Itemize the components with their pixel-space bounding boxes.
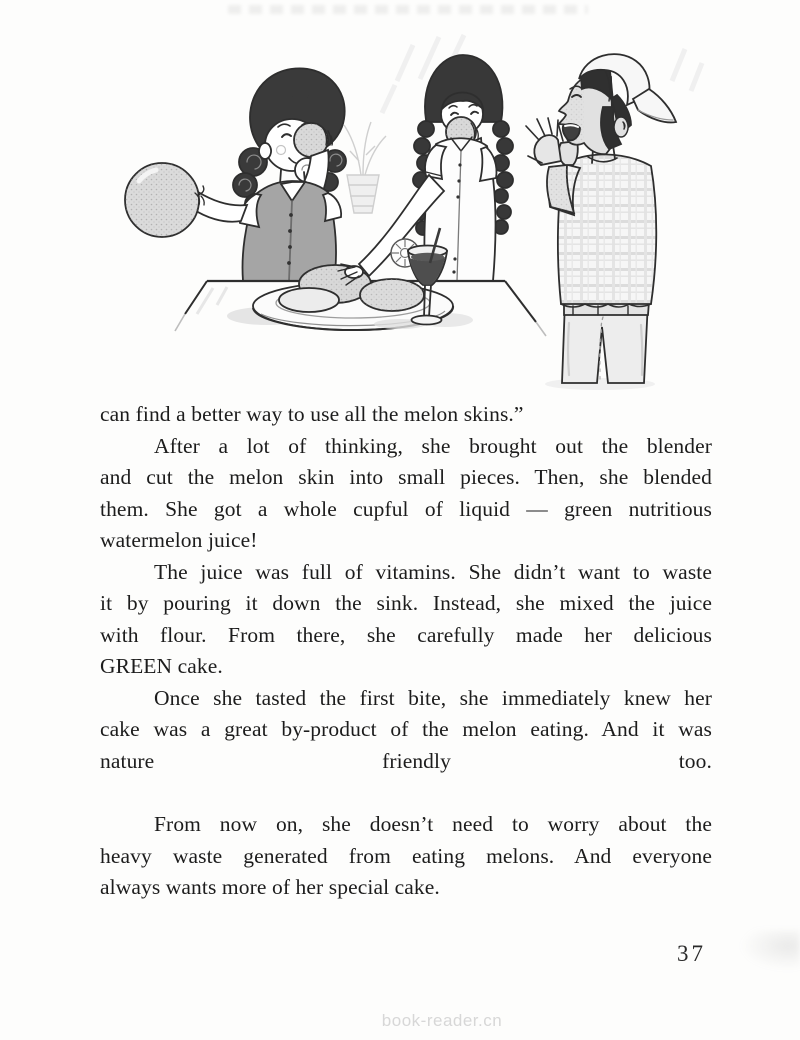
text-line: From now on, she doesn’t need to worry about the	[154, 812, 712, 837]
woman-figure	[125, 68, 346, 281]
boy-figure	[526, 54, 676, 390]
text-line: After a lot of thinking, she brought out the blender	[154, 433, 712, 458]
text-line	[100, 778, 712, 810]
text-line: Once she tasted the first bite, she immediately knew her	[154, 685, 712, 710]
text-line: with flour. From there, she carefully made her delicious	[100, 622, 712, 647]
melon-fruit	[125, 163, 204, 237]
watermark: book-reader.cn	[381, 1011, 503, 1030]
text-line: nature friendly too.	[100, 749, 712, 774]
text-line: can find a better way to use all the melon skins.”	[100, 402, 524, 426]
text-line: watermelon juice!	[100, 528, 258, 553]
scan-smudge	[740, 930, 800, 970]
text-line: it by pouring it down the sink. Instead, she mixed the juice	[100, 591, 712, 616]
page-showthrough	[228, 5, 588, 14]
text-line: The juice was full of vitamins. She didn’t want to waste	[154, 559, 712, 584]
text-block	[100, 399, 712, 904]
text-line: GREEN cake.	[100, 654, 223, 679]
page-number: 37	[677, 941, 706, 966]
text-line: them. She got a whole cupful of liquid — green nutritious	[100, 496, 712, 521]
text-line: heavy waste generated from eating melons. And everyone	[100, 843, 712, 868]
text-line: and cut the melon skin into small pieces. Then, she blended	[100, 465, 712, 490]
text-line: cake was a great by-product of the melon eating. And it was	[100, 717, 712, 742]
text-line: always wants more of her special cake.	[100, 875, 440, 900]
story-illustration	[95, 22, 715, 394]
